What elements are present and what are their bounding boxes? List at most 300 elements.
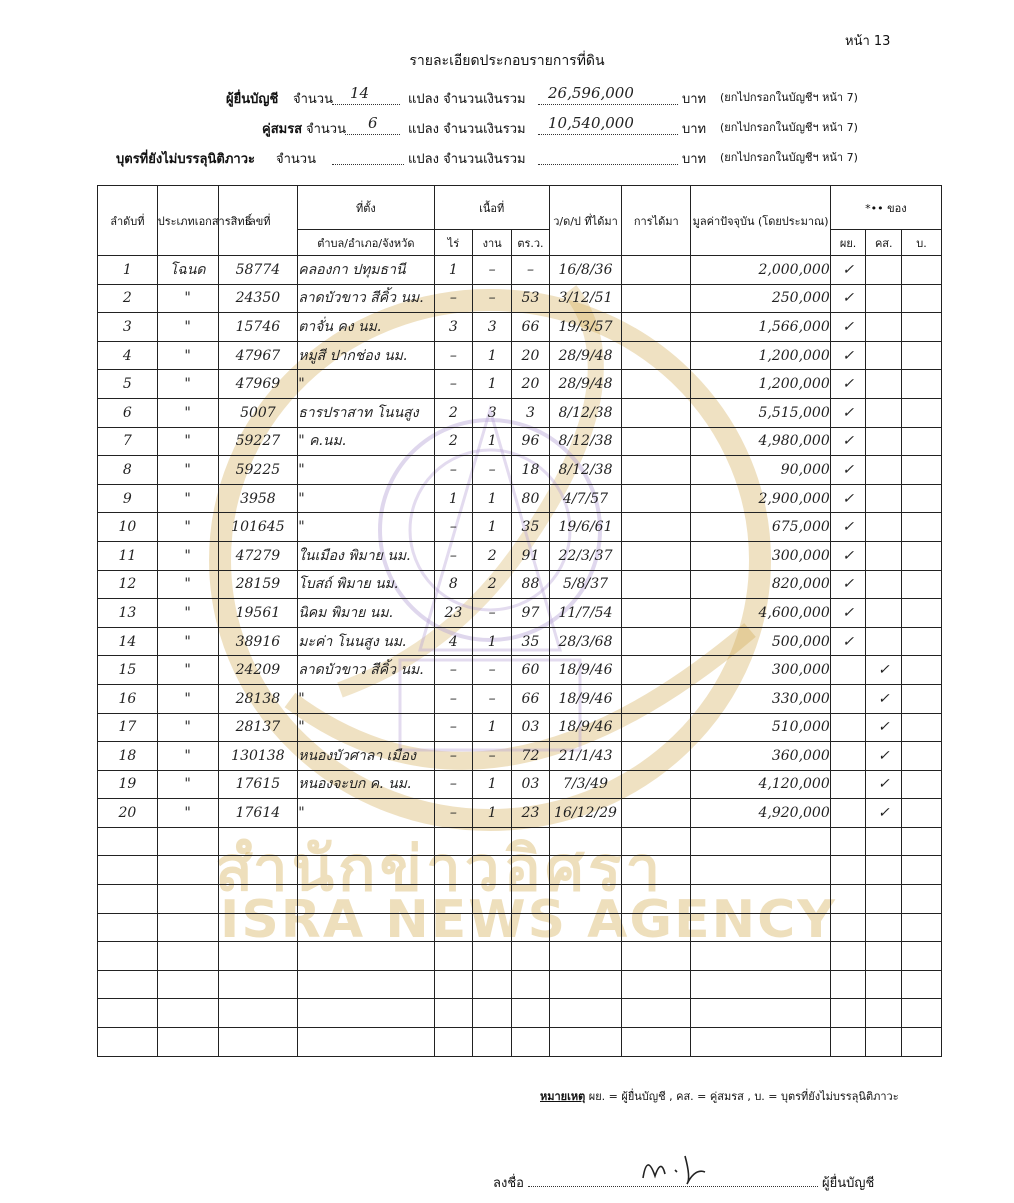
acquired-cell <box>622 770 691 799</box>
header-date: ว/ด/ป ที่ได้มา <box>549 186 621 256</box>
date-cell <box>549 885 621 914</box>
owner-child-cell <box>902 627 942 656</box>
number-cell <box>218 885 298 914</box>
date-cell <box>549 970 621 999</box>
empty-table-row <box>98 999 942 1028</box>
seq-cell: 16 <box>98 684 158 713</box>
location-cell: ตาจั่น คง นม. <box>298 313 434 342</box>
rai-cell: – <box>434 370 473 399</box>
date-cell: 19/3/57 <box>549 313 621 342</box>
location-cell: หนองจะบก ค. นม. <box>298 770 434 799</box>
acquired-cell <box>622 684 691 713</box>
wa-cell: 66 <box>512 313 550 342</box>
number-cell: 47967 <box>218 341 298 370</box>
wa-cell: 66 <box>512 684 550 713</box>
date-cell: 7/3/49 <box>549 770 621 799</box>
table-row <box>98 742 942 771</box>
number-cell: 59225 <box>218 456 298 485</box>
rai-cell: – <box>434 770 473 799</box>
table-row <box>98 341 942 370</box>
owner-self-cell <box>830 1028 866 1057</box>
rai-cell: 23 <box>434 599 473 628</box>
owner-self-cell: ✓ <box>830 398 866 427</box>
doc-type-cell: " <box>157 742 218 771</box>
location-cell: " <box>298 684 434 713</box>
table-row <box>98 770 942 799</box>
table-row <box>98 513 942 542</box>
header-location: ที่ตั้ง <box>298 186 434 230</box>
ngan-cell: 1 <box>473 770 512 799</box>
location-cell: " <box>298 456 434 485</box>
number-cell: 28159 <box>218 570 298 599</box>
number-cell: 5007 <box>218 398 298 427</box>
doc-type-cell <box>157 885 218 914</box>
signature-role: ผู้ยื่นบัญชี <box>822 1176 875 1191</box>
owner-child-cell <box>902 770 942 799</box>
date-cell: 8/12/38 <box>549 456 621 485</box>
acquired-cell <box>622 484 691 513</box>
owner-child-cell <box>902 684 942 713</box>
wa-cell: 03 <box>512 770 550 799</box>
location-cell: มะค่า โนนสูง นม. <box>298 627 434 656</box>
owner-spouse-cell <box>866 541 902 570</box>
owner-child-cell <box>902 913 942 942</box>
date-cell: 28/9/48 <box>549 341 621 370</box>
owner-self-cell <box>830 885 866 914</box>
wa-cell: 97 <box>512 599 550 628</box>
value-cell: 300,000 <box>691 656 830 685</box>
acquired-cell <box>622 656 691 685</box>
ngan-cell: 1 <box>473 513 512 542</box>
seq-cell: 18 <box>98 742 158 771</box>
acquired-cell <box>622 541 691 570</box>
header-acquired: การได้มา <box>622 186 691 256</box>
rai-cell <box>434 885 473 914</box>
date-cell: 28/3/68 <box>549 627 621 656</box>
value-cell <box>691 827 830 856</box>
ngan-cell <box>473 913 512 942</box>
owner-self-cell: ✓ <box>830 513 866 542</box>
number-cell: 38916 <box>218 627 298 656</box>
summary-label: ผู้ยื่นบัญชี <box>226 92 279 107</box>
doc-type-cell: " <box>157 599 218 628</box>
seq-cell: 15 <box>98 656 158 685</box>
summary-line-spouse <box>110 114 910 140</box>
wa-cell: 35 <box>512 627 550 656</box>
value-cell: 360,000 <box>691 742 830 771</box>
acquired-cell <box>622 885 691 914</box>
number-cell <box>218 970 298 999</box>
value-cell <box>691 913 830 942</box>
doc-type-cell <box>157 942 218 971</box>
acquired-cell <box>622 570 691 599</box>
owner-child-cell <box>902 713 942 742</box>
date-cell <box>549 999 621 1028</box>
owner-spouse-cell <box>866 913 902 942</box>
owner-self-cell <box>830 742 866 771</box>
value-cell: 500,000 <box>691 627 830 656</box>
acquired-cell <box>622 627 691 656</box>
acquired-cell <box>622 799 691 828</box>
table-row <box>98 541 942 570</box>
owner-child-cell <box>902 656 942 685</box>
summary-line-children <box>110 148 910 170</box>
owner-self-cell <box>830 913 866 942</box>
doc-type-cell: " <box>157 513 218 542</box>
seq-cell: 5 <box>98 370 158 399</box>
acquired-cell <box>622 999 691 1028</box>
wa-cell: 60 <box>512 656 550 685</box>
unit-label: แปลง จำนวนเงินรวม <box>408 92 526 107</box>
location-cell: คลองกา ปทุมธานี <box>298 256 434 285</box>
acquired-cell <box>622 341 691 370</box>
owner-spouse-cell <box>866 970 902 999</box>
owner-child-cell <box>902 999 942 1028</box>
date-cell: 18/9/46 <box>549 656 621 685</box>
wa-cell: 72 <box>512 742 550 771</box>
rai-cell <box>434 942 473 971</box>
number-cell: 17615 <box>218 770 298 799</box>
acquired-cell <box>622 427 691 456</box>
acquired-cell <box>622 284 691 313</box>
page-title: รายละเอียดประกอบรายการที่ดิน <box>409 53 605 69</box>
location-cell: ในเมือง พิมาย นม. <box>298 541 434 570</box>
owner-spouse-cell <box>866 513 902 542</box>
location-cell <box>298 827 434 856</box>
table-row <box>98 398 942 427</box>
wa-cell: 18 <box>512 456 550 485</box>
doc-type-cell: " <box>157 370 218 399</box>
ngan-cell: 1 <box>473 799 512 828</box>
owner-self-cell <box>830 684 866 713</box>
date-cell: 8/12/38 <box>549 398 621 427</box>
seq-cell: 1 <box>98 256 158 285</box>
owner-self-cell: ✓ <box>830 456 866 485</box>
doc-type-cell <box>157 999 218 1028</box>
unit-label: แปลง จำนวนเงินรวม <box>408 122 526 137</box>
ngan-cell <box>473 1028 512 1057</box>
seq-cell: 10 <box>98 513 158 542</box>
amount-field <box>538 148 678 165</box>
header-owner-spouse: คส. <box>866 230 902 256</box>
owner-self-cell <box>830 770 866 799</box>
date-cell: 28/9/48 <box>549 370 621 399</box>
ngan-cell: – <box>473 656 512 685</box>
owner-spouse-cell <box>866 856 902 885</box>
table-row <box>98 256 942 285</box>
owner-self-cell <box>830 656 866 685</box>
ngan-cell <box>473 999 512 1028</box>
acquired-cell <box>622 456 691 485</box>
owner-child-cell <box>902 456 942 485</box>
acquired-cell <box>622 827 691 856</box>
count-value: 14 <box>350 84 370 102</box>
wa-cell <box>512 999 550 1028</box>
seq-cell: 17 <box>98 713 158 742</box>
owner-self-cell <box>830 999 866 1028</box>
number-cell: 19561 <box>218 599 298 628</box>
ngan-cell: 3 <box>473 313 512 342</box>
value-cell: 4,980,000 <box>691 427 830 456</box>
rai-cell: 1 <box>434 256 473 285</box>
handwritten-signature <box>635 1148 715 1188</box>
rai-cell: 3 <box>434 313 473 342</box>
doc-type-cell: " <box>157 341 218 370</box>
rai-cell <box>434 827 473 856</box>
amount-value: 10,540,000 <box>548 114 634 132</box>
acquired-cell <box>622 913 691 942</box>
number-cell: 58774 <box>218 256 298 285</box>
value-cell: 2,000,000 <box>691 256 830 285</box>
value-cell: 510,000 <box>691 713 830 742</box>
location-cell: โบสถ์ พิมาย นม. <box>298 570 434 599</box>
ngan-cell: 1 <box>473 427 512 456</box>
date-cell: 22/3/37 <box>549 541 621 570</box>
watermark-english: ISRA NEWS AGENCY <box>220 890 837 950</box>
value-cell: 90,000 <box>691 456 830 485</box>
table-row <box>98 427 942 456</box>
owner-spouse-cell <box>866 942 902 971</box>
owner-self-cell: ✓ <box>830 370 866 399</box>
rai-cell: 4 <box>434 627 473 656</box>
owner-self-cell: ✓ <box>830 541 866 570</box>
owner-self-cell: ✓ <box>830 627 866 656</box>
rai-cell: – <box>434 341 473 370</box>
owner-self-cell <box>830 942 866 971</box>
location-cell: หนองบัวศาลา เมือง <box>298 742 434 771</box>
date-cell: 18/9/46 <box>549 713 621 742</box>
owner-spouse-cell <box>866 484 902 513</box>
date-cell: 21/1/43 <box>549 742 621 771</box>
table-row <box>98 570 942 599</box>
doc-type-cell <box>157 913 218 942</box>
owner-child-cell <box>902 942 942 971</box>
value-cell: 1,566,000 <box>691 313 830 342</box>
table-row <box>98 713 942 742</box>
wa-cell <box>512 970 550 999</box>
currency-label: บาท <box>682 122 707 137</box>
location-cell: " <box>298 484 434 513</box>
owner-self-cell <box>830 827 866 856</box>
number-cell <box>218 827 298 856</box>
location-cell <box>298 942 434 971</box>
rai-cell: – <box>434 742 473 771</box>
seq-cell: 6 <box>98 398 158 427</box>
acquired-cell <box>622 856 691 885</box>
summary-label: คู่สมรส <box>262 122 303 137</box>
location-cell: นิคม พิมาย นม. <box>298 599 434 628</box>
wa-cell: 35 <box>512 513 550 542</box>
value-cell <box>691 885 830 914</box>
wa-cell: 88 <box>512 570 550 599</box>
seq-cell <box>98 856 158 885</box>
seq-cell: 19 <box>98 770 158 799</box>
seq-cell <box>98 970 158 999</box>
wa-cell <box>512 913 550 942</box>
number-cell <box>218 856 298 885</box>
owner-self-cell: ✓ <box>830 256 866 285</box>
doc-type-cell: " <box>157 541 218 570</box>
wa-cell: – <box>512 256 550 285</box>
footnote-label: หมายเหตุ <box>540 1090 586 1103</box>
number-cell <box>218 1028 298 1057</box>
currency-label: บาท <box>682 92 707 107</box>
header-value: มูลค่าปัจจุบัน (โดยประมาณ) <box>691 186 830 256</box>
owner-spouse-cell <box>866 427 902 456</box>
location-cell <box>298 913 434 942</box>
wa-cell: 91 <box>512 541 550 570</box>
rai-cell: – <box>434 541 473 570</box>
seq-cell: 8 <box>98 456 158 485</box>
doc-type-cell: " <box>157 427 218 456</box>
acquired-cell <box>622 313 691 342</box>
seq-cell: 20 <box>98 799 158 828</box>
table-row <box>98 599 942 628</box>
empty-table-row <box>98 885 942 914</box>
wa-cell: 23 <box>512 799 550 828</box>
rai-cell: 1 <box>434 484 473 513</box>
date-cell: 16/12/29 <box>549 799 621 828</box>
owner-child-cell <box>902 370 942 399</box>
carry-note: (ยกไปกรอกในบัญชีฯ หน้า 7) <box>720 151 858 164</box>
doc-type-cell: " <box>157 313 218 342</box>
owner-spouse-cell <box>866 999 902 1028</box>
ngan-cell: – <box>473 684 512 713</box>
rai-cell <box>434 913 473 942</box>
owner-child-cell <box>902 513 942 542</box>
value-cell: 820,000 <box>691 570 830 599</box>
signature-label: ลงชื่อ <box>493 1176 524 1191</box>
footnote-text: ผย. = ผู้ยื่นบัญชี , คส. = คู่สมรส , บ. = บุตรที่ยังไม่บรรลุนิติภาวะ <box>588 1090 899 1103</box>
ngan-cell: 1 <box>473 341 512 370</box>
owner-child-cell <box>902 827 942 856</box>
location-cell: " <box>298 513 434 542</box>
seq-cell <box>98 1028 158 1057</box>
owner-spouse-cell <box>866 284 902 313</box>
ngan-cell: – <box>473 284 512 313</box>
owner-child-cell <box>902 599 942 628</box>
owner-self-cell: ✓ <box>830 427 866 456</box>
owner-self-cell: ✓ <box>830 484 866 513</box>
table-row <box>98 456 942 485</box>
owner-spouse-cell <box>866 398 902 427</box>
doc-type-cell: " <box>157 284 218 313</box>
doc-type-cell <box>157 970 218 999</box>
rai-cell <box>434 970 473 999</box>
table-row <box>98 627 942 656</box>
doc-type-cell: " <box>157 456 218 485</box>
number-cell: 47969 <box>218 370 298 399</box>
rai-cell: – <box>434 799 473 828</box>
rai-cell <box>434 856 473 885</box>
acquired-cell <box>622 370 691 399</box>
number-cell: 101645 <box>218 513 298 542</box>
value-cell: 675,000 <box>691 513 830 542</box>
ngan-cell: 1 <box>473 370 512 399</box>
owner-spouse-cell <box>866 599 902 628</box>
rai-cell: – <box>434 713 473 742</box>
empty-table-row <box>98 970 942 999</box>
owner-spouse-cell <box>866 827 902 856</box>
number-cell: 28138 <box>218 684 298 713</box>
ngan-cell: 2 <box>473 541 512 570</box>
ngan-cell <box>473 970 512 999</box>
date-cell: 4/7/57 <box>549 484 621 513</box>
owner-self-cell: ✓ <box>830 284 866 313</box>
ngan-cell: – <box>473 456 512 485</box>
owner-spouse-cell <box>866 456 902 485</box>
rai-cell: 8 <box>434 570 473 599</box>
value-cell: 250,000 <box>691 284 830 313</box>
seq-cell: 4 <box>98 341 158 370</box>
doc-type-cell: " <box>157 484 218 513</box>
owner-self-cell: ✓ <box>830 599 866 628</box>
owner-child-cell <box>902 856 942 885</box>
doc-type-cell <box>157 1028 218 1057</box>
date-cell <box>549 827 621 856</box>
header-number: เลขที่ <box>218 186 298 256</box>
value-cell <box>691 1028 830 1057</box>
owner-spouse-cell: ✓ <box>866 742 902 771</box>
owner-spouse-cell <box>866 313 902 342</box>
location-cell: " <box>298 713 434 742</box>
table-row <box>98 799 942 828</box>
owner-child-cell <box>902 885 942 914</box>
ngan-cell: – <box>473 599 512 628</box>
location-cell: ลาดบัวขาว สีคิ้ว นม. <box>298 656 434 685</box>
acquired-cell <box>622 513 691 542</box>
rai-cell: – <box>434 513 473 542</box>
date-cell: 3/12/51 <box>549 284 621 313</box>
seq-cell <box>98 885 158 914</box>
date-cell <box>549 1028 621 1057</box>
owner-spouse-cell: ✓ <box>866 799 902 828</box>
doc-type-cell <box>157 856 218 885</box>
rai-cell <box>434 1028 473 1057</box>
rai-cell: 2 <box>434 398 473 427</box>
header-wa: ตร.ว. <box>512 230 550 256</box>
date-cell <box>549 942 621 971</box>
wa-cell <box>512 827 550 856</box>
value-cell <box>691 970 830 999</box>
owner-spouse-cell: ✓ <box>866 684 902 713</box>
value-cell: 1,200,000 <box>691 341 830 370</box>
seq-cell: 7 <box>98 427 158 456</box>
owner-spouse-cell <box>866 256 902 285</box>
value-cell: 4,120,000 <box>691 770 830 799</box>
doc-type-cell: " <box>157 398 218 427</box>
value-cell <box>691 999 830 1028</box>
number-cell: 15746 <box>218 313 298 342</box>
owner-spouse-cell <box>866 1028 902 1057</box>
date-cell: 18/9/46 <box>549 684 621 713</box>
owner-self-cell: ✓ <box>830 341 866 370</box>
value-cell: 1,200,000 <box>691 370 830 399</box>
rai-cell <box>434 999 473 1028</box>
seq-cell <box>98 913 158 942</box>
owner-child-cell <box>902 570 942 599</box>
unit-label: แปลง จำนวนเงินรวม <box>408 152 526 167</box>
header-owner-child: บ. <box>902 230 942 256</box>
carry-note: (ยกไปกรอกในบัญชีฯ หน้า 7) <box>720 91 858 104</box>
seq-cell: 12 <box>98 570 158 599</box>
count-field <box>332 148 404 165</box>
empty-table-row <box>98 856 942 885</box>
date-cell: 16/8/36 <box>549 256 621 285</box>
acquired-cell <box>622 599 691 628</box>
ngan-cell <box>473 856 512 885</box>
seq-cell: 3 <box>98 313 158 342</box>
